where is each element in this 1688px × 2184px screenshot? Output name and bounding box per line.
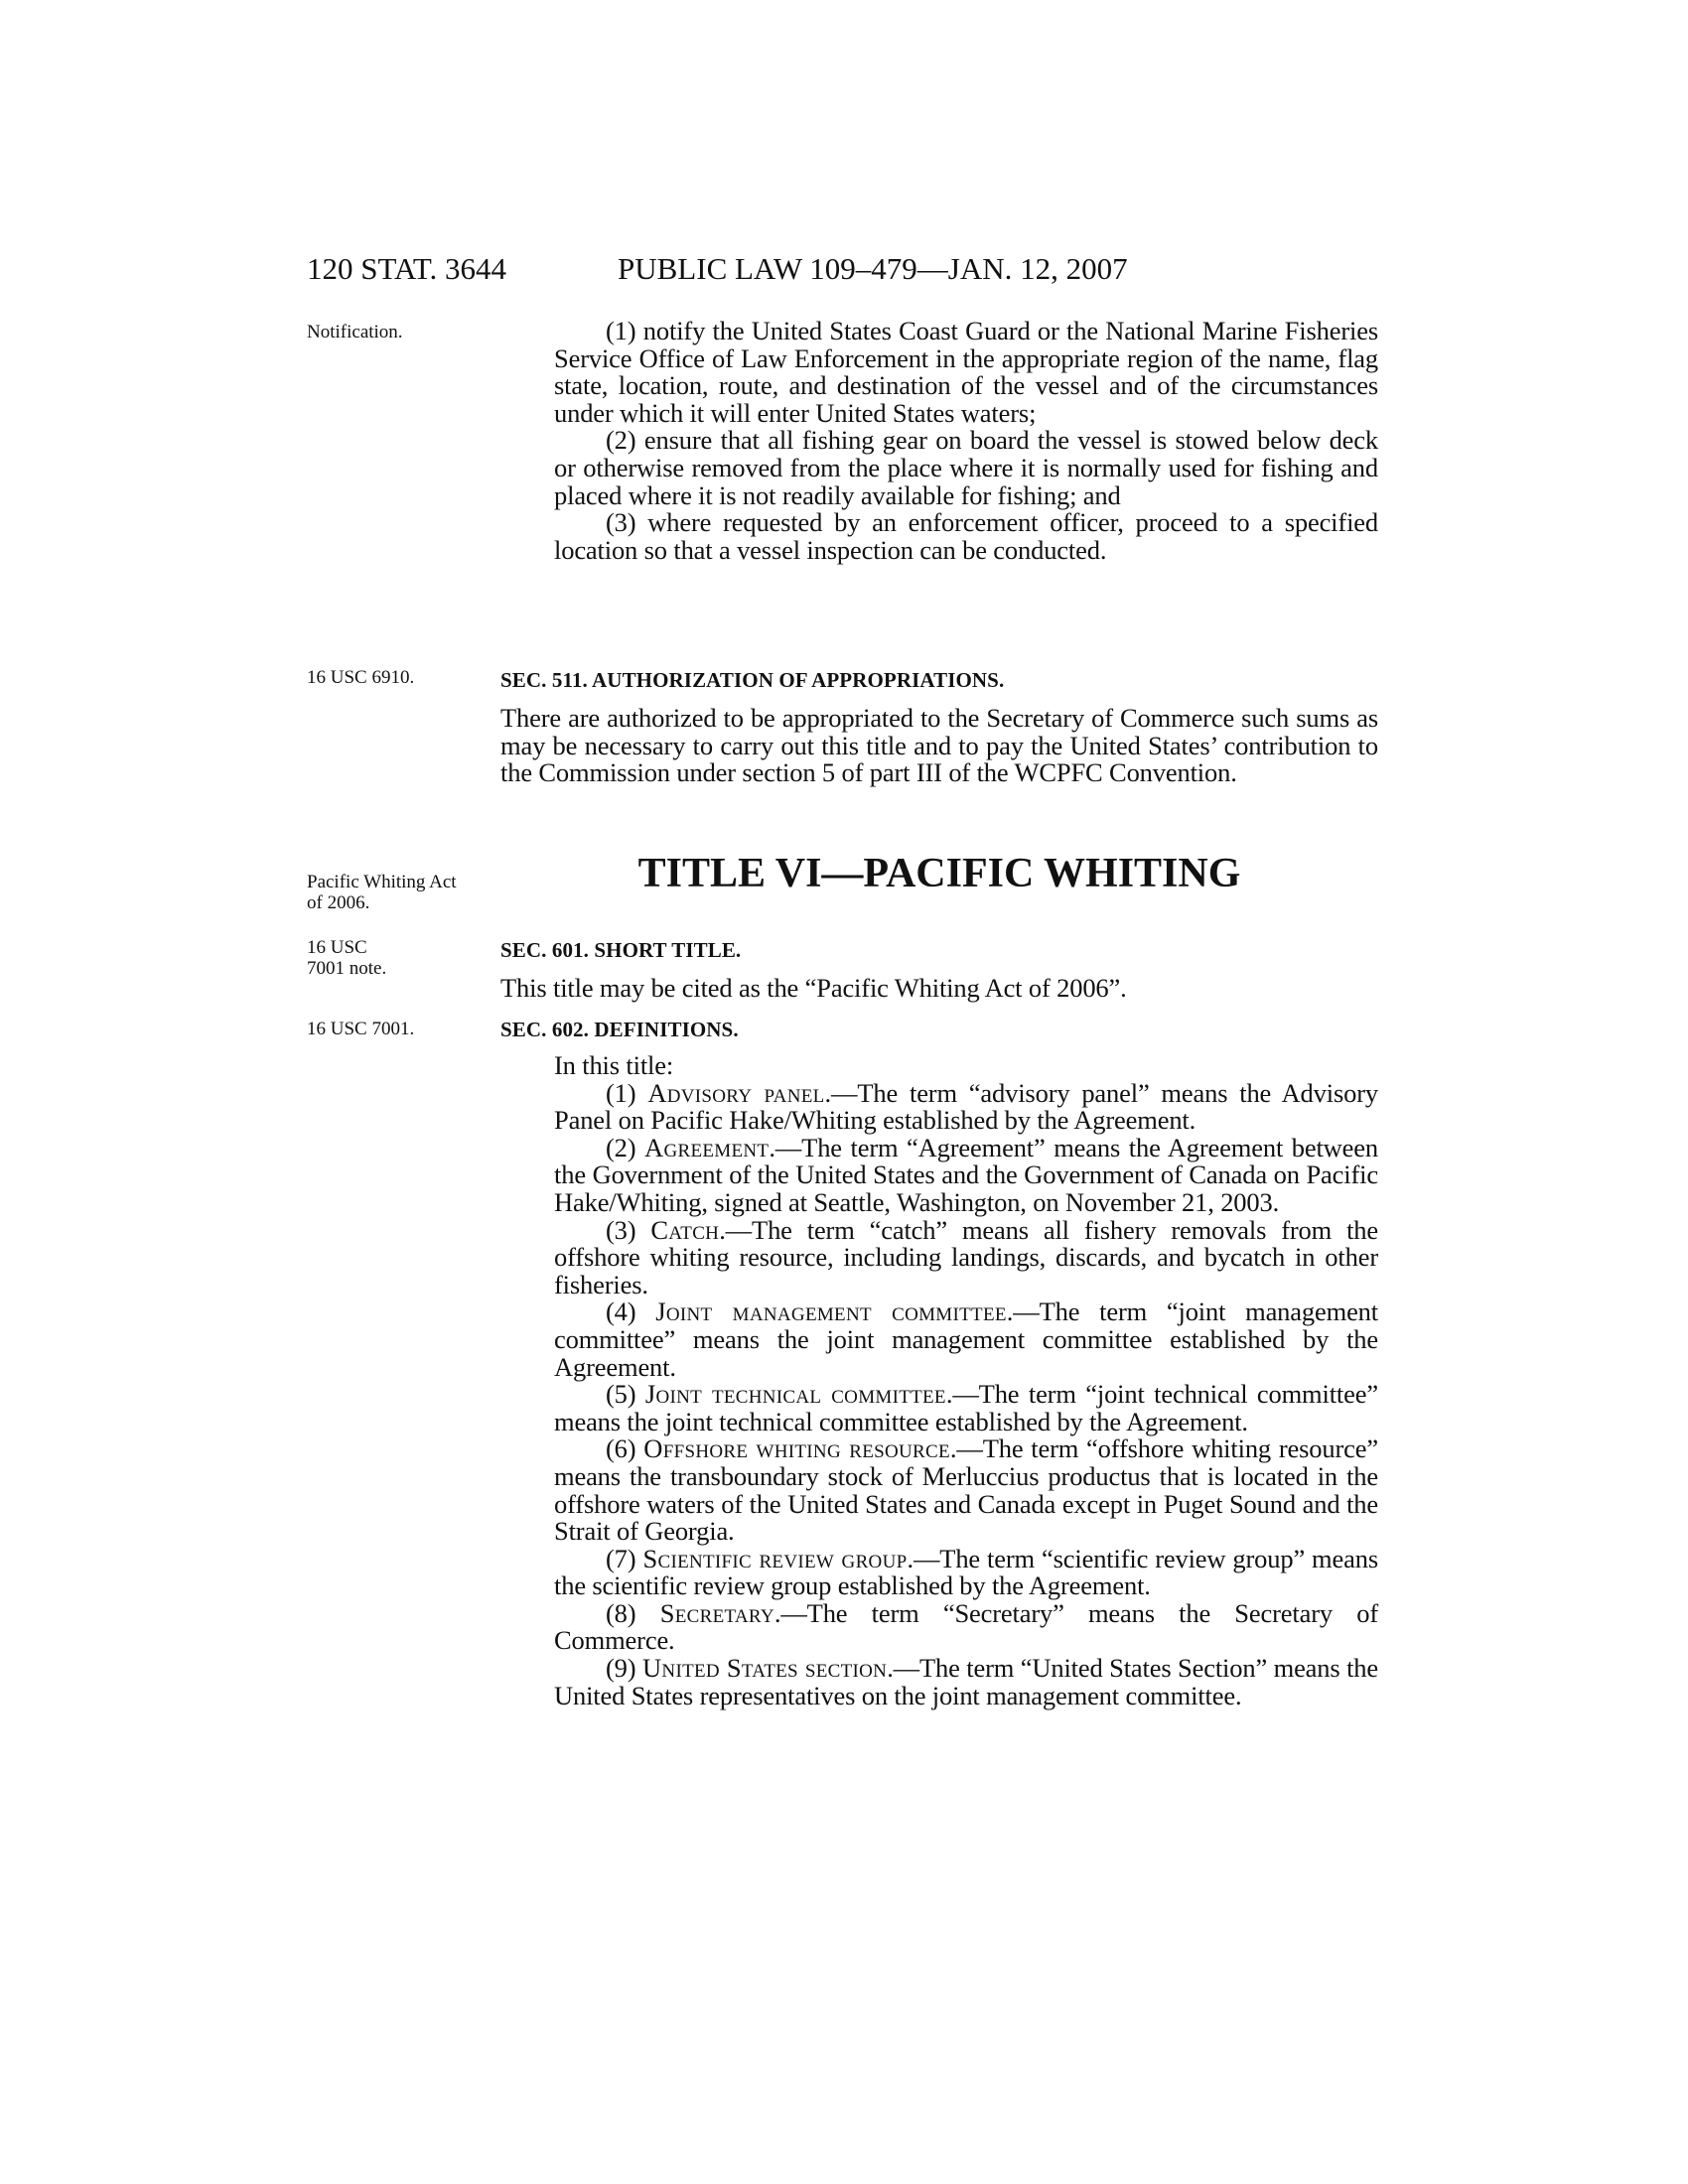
definition-4-number: (4) — [606, 1297, 636, 1327]
definition-1-number: (1) — [606, 1077, 636, 1108]
definition-2-term: Agreement — [644, 1132, 770, 1162]
definition-8: (8) Secretary.—The term “Secretary” means the Secretary of Commerce. — [554, 1597, 1378, 1656]
definition-1-term: Advisory panel — [647, 1077, 825, 1108]
definition-8-number: (8) — [606, 1597, 636, 1628]
section-602 — [500, 1017, 1379, 1710]
section-601-body: This title may be cited as the “Pacific Whiting Act of 2006”. — [500, 973, 1127, 1003]
definition-6: (6) Offshore whiting resource.—The term “offshore whiting resource” means the transboundary stock of Merluccius productus that is located in the offshore waters of the United States and Canada except in Puget Sound and the Strait of Georgia. — [554, 1433, 1378, 1547]
definition-1-text: The term “advisory panel” means the Advisory Panel on Pacific Hake/Whiting established by the Agreement. — [554, 1077, 1378, 1136]
margin-note-pacific-whiting-act: Pacific Whiting Act of 2006. — [307, 872, 457, 913]
definition-5-text: The term “joint technical committee” means the joint technical committee established by the Agreement. — [554, 1379, 1378, 1436]
definitions-list — [554, 1077, 1379, 1710]
list-item-1: (1) notify the United States Coast Guard or the National Marine Fisheries Service Office of Law Enforcement in the appropriate region of the name, flag state, location, route, and destination of the vessel and of the circumstances under which it will enter United States waters; — [554, 316, 1378, 428]
definition-9-term: United States section — [641, 1653, 888, 1684]
definition-2-number: (2) — [606, 1132, 636, 1162]
section-602-heading: SEC. 602. DEFINITIONS. — [500, 1018, 739, 1041]
section-511 — [500, 667, 1378, 787]
section-511-heading: SEC. 511. AUTHORIZATION OF APPROPRIATIONS. — [500, 668, 1005, 692]
margin-note-usc-7001-note: 16 USC 7001 note. — [307, 937, 387, 979]
definition-8-term: Secretary — [659, 1597, 774, 1628]
section-511-body: There are authorized to be appropriated to the Secretary of Commerce such sums as may be necessary to carry out this title and to pay the United States’ contribution to the Commission under section 5 of part III of the WCPFC Convention. — [500, 703, 1378, 788]
definition-2-text: The term “Agreement” means the Agreement between the Government of the United States and the Government of Canada on Pacific Hake/Whiting, signed at Seattle, Washington, on November 21, 2003. — [554, 1132, 1378, 1217]
margin-note-usc-6910: 16 USC 6910. — [307, 667, 415, 688]
definition-4: (4) Joint management committee.—The term “joint management committee” means the joint management committee established by the Agreement. — [554, 1297, 1378, 1382]
section-601 — [500, 937, 1378, 1003]
definition-8-text: The term “Secretary” means the Secretary of Commerce. — [554, 1597, 1378, 1656]
definition-9: (9) United States section.—The term “United States Section” means the United States representatives on the joint management committee. — [554, 1653, 1378, 1710]
margin-note-usc-7001: 16 USC 7001. — [307, 1019, 415, 1039]
title-vi-heading: TITLE VI—PACIFIC WHITING — [637, 851, 1241, 896]
definition-6-number: (6) — [606, 1433, 636, 1464]
definition-5-number: (5) — [606, 1379, 636, 1410]
list-item-3: (3) where requested by an enforcement officer, proceed to a specified location so that a vessel inspection can be conducted. — [554, 507, 1378, 565]
definition-3-number: (3) — [606, 1214, 636, 1245]
section-602-intro: In this title: — [554, 1050, 674, 1080]
list-item-2: (2) ensure that all fishing gear on board the vessel is stowed below deck or otherwise removed from the place where it is normally used for fishing and placed where it is not readily available for fishing; and — [554, 425, 1378, 510]
definition-3-term: Catch — [650, 1214, 720, 1245]
definition-6-term: Offshore whiting resource — [643, 1433, 950, 1464]
definition-7: (7) Scientific review group.—The term “scientific review group” means the scientific review group established by the Agreement. — [554, 1543, 1379, 1601]
page-stat-number: 120 STAT. 3644 — [307, 251, 507, 286]
definition-7-number: (7) — [606, 1543, 636, 1573]
definition-9-text: The term “United States Section” means the United States representatives on the joint management committee. — [554, 1653, 1378, 1710]
running-header-law: PUBLIC LAW 109–479—JAN. 12, 2007 — [618, 251, 1128, 286]
definition-2: (2) Agreement.—The term “Agreement” means the Agreement between the Government of the United States and the Government of Canada on Pacific Hake/Whiting, signed at Seattle, Washington, on November 21, 2003. — [554, 1132, 1378, 1217]
definition-4-text: The term “joint management committee” means the joint management committee established by the Agreement. — [554, 1297, 1378, 1382]
notification-list — [554, 318, 1378, 564]
definition-5-term: Joint technical committee — [644, 1379, 946, 1410]
section-601-heading: SEC. 601. SHORT TITLE. — [500, 938, 742, 962]
definition-3-text: The term “catch” means all fishery removals from the offshore whiting resource, including landings, discards, and bycatch in other fisheries. — [554, 1214, 1378, 1299]
definition-1: (1) Advisory panel.—The term “advisory panel” means the Advisory Panel on Pacific Hake/Whiting established by the Agreement. — [554, 1077, 1378, 1136]
definition-5: (5) Joint technical committee.—The term “joint technical committee” means the joint technical committee established by the Agreement. — [554, 1379, 1378, 1436]
definition-7-term: Scientific review group — [642, 1543, 908, 1573]
definition-7-text: The term “scientific review group” means the scientific review group established by the Agreement. — [554, 1543, 1379, 1601]
margin-note-notification: Notification. — [307, 322, 403, 342]
definition-4-term: Joint management committee — [655, 1297, 1007, 1327]
definition-6-text: The term “offshore whiting resource” means the transboundary stock of Merluccius productus that is located in the offshore waters of the United States and Canada except in Puget Sound and the Strait of Georgia. — [554, 1433, 1378, 1547]
definition-3: (3) Catch.—The term “catch” means all fishery removals from the offshore whiting resource, including landings, discards, and bycatch in other fisheries. — [554, 1214, 1378, 1299]
definition-9-number: (9) — [606, 1653, 636, 1684]
